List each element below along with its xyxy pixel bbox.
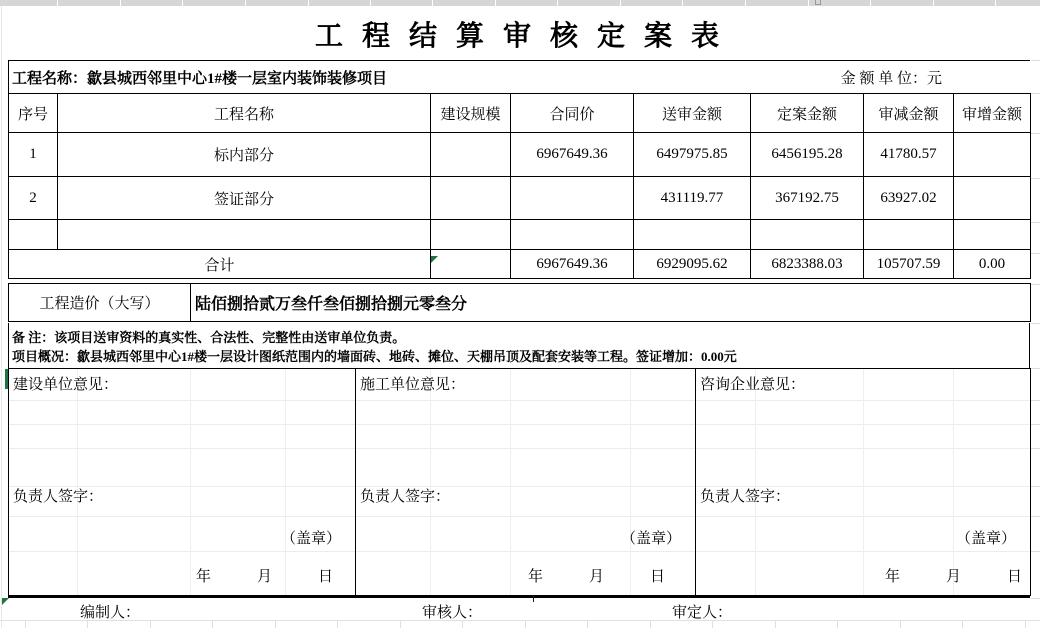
cell-scale[interactable] bbox=[431, 177, 511, 220]
gridline bbox=[462, 621, 463, 628]
cell-contract[interactable] bbox=[511, 177, 634, 220]
gridline bbox=[682, 0, 683, 6]
month-label: 月 bbox=[945, 569, 961, 585]
year-label: 年 bbox=[527, 569, 543, 585]
reviewer-label[interactable]: 审核人： bbox=[422, 605, 483, 621]
total-increased[interactable]: 0.00 bbox=[954, 250, 1031, 279]
gridline bbox=[57, 0, 58, 6]
gridline bbox=[933, 0, 934, 6]
settlement-table bbox=[8, 93, 1031, 279]
gridline bbox=[1031, 551, 1040, 552]
cell-submitted[interactable]: 6497975.85 bbox=[634, 133, 751, 177]
day-label: 日 bbox=[649, 569, 665, 585]
excel-error-triangle bbox=[431, 256, 438, 263]
month-label: 月 bbox=[588, 569, 604, 585]
gridline bbox=[1031, 253, 1040, 254]
opinion-label: 咨询企业意见： bbox=[700, 377, 806, 393]
cell-reduced[interactable]: 63927.02 bbox=[864, 177, 954, 220]
cell-reduced[interactable] bbox=[864, 220, 954, 250]
seal-label: （盖章） bbox=[280, 531, 341, 547]
total-contract[interactable]: 6967649.36 bbox=[511, 250, 634, 279]
gridline bbox=[775, 621, 776, 628]
gridline bbox=[495, 0, 496, 6]
gridline bbox=[275, 621, 276, 628]
cell-project[interactable]: 签证部分 bbox=[58, 177, 431, 220]
cost-words-label: 工程造价（大写） bbox=[9, 284, 191, 322]
total-label[interactable]: 合计 bbox=[9, 250, 431, 279]
header-row bbox=[9, 94, 1031, 133]
gridline bbox=[1031, 93, 1040, 94]
gridline-artifact bbox=[533, 596, 534, 602]
opinions-section bbox=[8, 368, 1031, 596]
opinion-cell-consulting-firm[interactable] bbox=[696, 369, 1031, 596]
col-header-seq: 序号 bbox=[9, 94, 58, 133]
gridline bbox=[995, 0, 996, 6]
day-label: 日 bbox=[317, 569, 333, 585]
gridline bbox=[1031, 448, 1040, 449]
gridline bbox=[900, 621, 901, 628]
gridline bbox=[745, 0, 746, 6]
cell-increased[interactable] bbox=[954, 133, 1031, 177]
gridline bbox=[308, 0, 309, 6]
gridline bbox=[432, 0, 433, 6]
gridline bbox=[1031, 516, 1040, 517]
cell-scale[interactable] bbox=[431, 133, 511, 177]
gridline bbox=[525, 621, 526, 628]
total-final[interactable]: 6823388.03 bbox=[751, 250, 864, 279]
gridline bbox=[1031, 486, 1040, 487]
gridline bbox=[150, 621, 151, 628]
gridline bbox=[650, 621, 651, 628]
gridline bbox=[245, 0, 246, 6]
date-fields bbox=[356, 565, 695, 586]
gridline bbox=[400, 621, 401, 628]
gridline bbox=[1031, 368, 1040, 369]
gridline bbox=[120, 0, 121, 6]
spreadsheet-column-strip bbox=[0, 0, 1040, 6]
gridline bbox=[0, 620, 1040, 621]
seal-label: （盖章） bbox=[620, 531, 681, 547]
cost-in-words-row bbox=[8, 283, 1031, 322]
year-label: 年 bbox=[884, 569, 900, 585]
gridline bbox=[1031, 222, 1040, 223]
project-name: 工程名称：歙县城西邻里中心1#楼一层室内装饰装修项目 bbox=[12, 70, 388, 87]
gridline bbox=[712, 621, 713, 628]
gridline bbox=[808, 0, 809, 6]
col-header-scale: 建设规模 bbox=[431, 94, 511, 133]
total-submitted[interactable]: 6929095.62 bbox=[634, 250, 751, 279]
cell-submitted[interactable]: 431119.77 bbox=[634, 177, 751, 220]
gridline bbox=[1031, 400, 1040, 401]
project-name-row bbox=[8, 60, 1030, 93]
cell-seq[interactable]: 2 bbox=[9, 177, 58, 220]
project-overview-line: 项目概况：歙县城西邻里中心1#楼一层设计图纸范围内的墙面砖、地砖、摊位、天棚吊顶及配套安装等工程。签证增加：0.00元 bbox=[12, 349, 737, 364]
cell-increased[interactable] bbox=[954, 177, 1031, 220]
cell-project[interactable]: 标内部分 bbox=[58, 133, 431, 177]
day-label: 日 bbox=[1006, 569, 1022, 585]
seal-label: （盖章） bbox=[955, 531, 1016, 547]
year-label: 年 bbox=[195, 569, 211, 585]
notes-block bbox=[8, 323, 1030, 368]
excel-flag-marker bbox=[5, 369, 8, 389]
gridline bbox=[337, 621, 338, 628]
gridline bbox=[620, 0, 621, 6]
total-reduced[interactable]: 105707.59 bbox=[864, 250, 954, 279]
gridline bbox=[182, 0, 183, 6]
opinion-label: 建设单位意见： bbox=[13, 377, 119, 393]
approver-label[interactable]: 审定人： bbox=[672, 605, 733, 621]
table-row bbox=[9, 177, 1031, 220]
note-line: 备 注：该项目送审资料的真实性、合法性、完整性由送审单位负责。 bbox=[12, 330, 406, 345]
col-header-project: 工程名称 bbox=[58, 94, 431, 133]
gridline bbox=[1031, 60, 1040, 61]
total-row bbox=[9, 250, 1031, 279]
cell-seq[interactable] bbox=[9, 220, 58, 250]
gridline bbox=[962, 621, 963, 628]
gridline bbox=[212, 621, 213, 628]
gridline bbox=[837, 621, 838, 628]
gridline bbox=[870, 0, 871, 6]
column-strip-artifact bbox=[815, 0, 821, 5]
gridline bbox=[1031, 133, 1040, 134]
cell-final[interactable]: 6456195.28 bbox=[751, 133, 864, 177]
col-header-increased: 审增金额 bbox=[954, 94, 1031, 133]
excel-error-triangle bbox=[2, 598, 9, 605]
col-header-final: 定案金额 bbox=[751, 94, 864, 133]
section-bottom-border bbox=[8, 596, 1030, 598]
cell-increased[interactable] bbox=[954, 220, 1031, 250]
gridline bbox=[1031, 178, 1040, 179]
cell-scale[interactable] bbox=[431, 220, 511, 250]
cost-words-value[interactable]: 陆佰捌拾贰万叁仟叁佰捌拾捌元零叁分 bbox=[191, 284, 1031, 322]
gridline bbox=[557, 0, 558, 6]
signature-label: 负责人签字： bbox=[360, 489, 451, 505]
gridline bbox=[1031, 424, 1040, 425]
amount-unit-label: 金 额 单 位：元 bbox=[840, 70, 942, 87]
cell-final[interactable]: 367192.75 bbox=[751, 177, 864, 220]
cell-reduced[interactable]: 41780.57 bbox=[864, 133, 954, 177]
signature-label: 负责人签字： bbox=[700, 489, 791, 505]
total-scale[interactable] bbox=[431, 250, 511, 279]
gridline bbox=[587, 621, 588, 628]
table-row-empty bbox=[9, 220, 1031, 250]
gridline bbox=[1025, 621, 1026, 628]
gridline bbox=[1031, 284, 1040, 285]
gridline bbox=[1031, 598, 1040, 599]
opinion-cell-construction-unit[interactable] bbox=[9, 369, 356, 596]
gridline bbox=[1, 6, 2, 628]
cell-submitted[interactable] bbox=[634, 220, 751, 250]
gridline bbox=[1031, 323, 1040, 324]
page-title: 工 程 结 算 审 核 定 案 表 bbox=[314, 21, 725, 52]
col-header-submitted: 送审金额 bbox=[634, 94, 751, 133]
month-label: 月 bbox=[256, 569, 272, 585]
date-fields bbox=[696, 565, 1030, 586]
cell-seq[interactable]: 1 bbox=[9, 133, 58, 177]
cell-contract[interactable] bbox=[511, 220, 634, 250]
cell-final[interactable] bbox=[751, 220, 864, 250]
date-fields bbox=[9, 565, 355, 586]
preparer-label[interactable]: 编制人： bbox=[80, 605, 141, 621]
gridline bbox=[370, 0, 371, 6]
col-header-contract: 合同价 bbox=[511, 94, 634, 133]
opinion-cell-contractor-unit[interactable] bbox=[356, 369, 696, 596]
gridline bbox=[25, 621, 26, 628]
cell-project[interactable] bbox=[58, 220, 431, 250]
col-header-reduced: 审减金额 bbox=[864, 94, 954, 133]
cell-contract[interactable]: 6967649.36 bbox=[511, 133, 634, 177]
signature-label: 负责人签字： bbox=[13, 489, 104, 505]
table-row bbox=[9, 133, 1031, 177]
opinion-label: 施工单位意见： bbox=[360, 377, 466, 393]
gridline bbox=[87, 621, 88, 628]
